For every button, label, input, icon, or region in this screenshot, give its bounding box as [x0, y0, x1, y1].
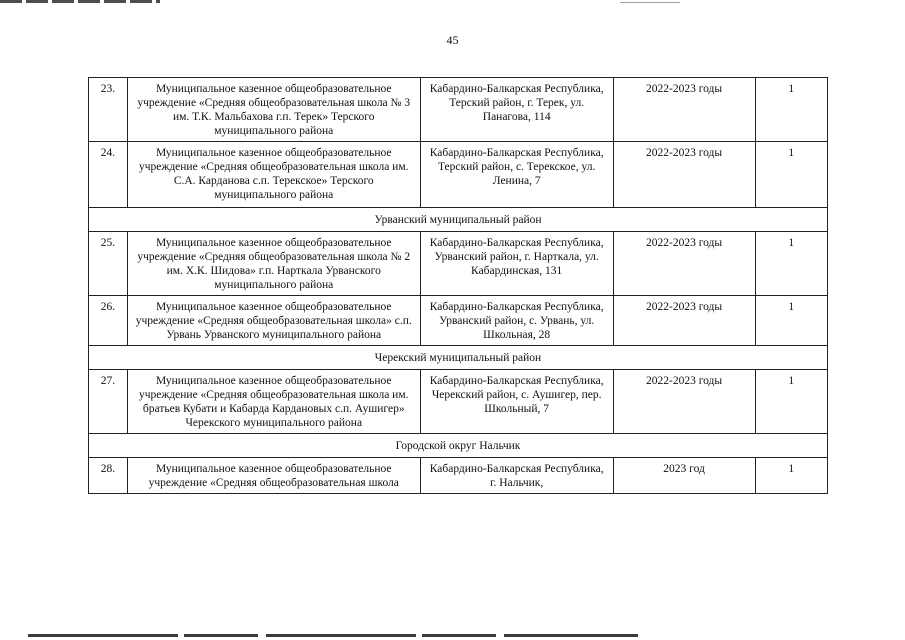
- school-address: Кабардино-Балкарская Республика, Урванский район, с. Урвань, ул. Школьная, 28: [420, 296, 613, 346]
- count: 1: [755, 142, 828, 208]
- school-name: Муниципальное казенное общеобразовательное учреждение «Средняя общеобразовательная школа № 2 им. Х.К. Шидова» г.п. Нарткала Урванского муниципального района: [127, 232, 420, 296]
- school-name: Муниципальное казенное общеобразовательное учреждение «Средняя общеобразовательная школа» с.п. Урвань Урванского муниципального района: [127, 296, 420, 346]
- school-address: Кабардино-Балкарская Республика, Терский район, с. Терекское, ул. Ленина, 7: [420, 142, 613, 208]
- row-number: 25.: [89, 232, 128, 296]
- count: 1: [755, 458, 828, 494]
- count: 1: [755, 232, 828, 296]
- section-title: Черекский муниципальный район: [89, 346, 828, 370]
- period: 2022-2023 годы: [613, 296, 755, 346]
- page-number: 45: [446, 33, 459, 47]
- row-number: 27.: [89, 370, 128, 434]
- table-row: [89, 78, 828, 142]
- school-address: Кабардино-Балкарская Республика, г. Нальчик,: [420, 458, 613, 494]
- scan-artifact-top: [0, 0, 160, 3]
- table-row: [89, 232, 828, 296]
- section-row-urvan: [89, 208, 828, 232]
- school-name: Муниципальное казенное общеобразовательное учреждение «Средняя общеобразовательная школа: [127, 458, 420, 494]
- period: 2022-2023 годы: [613, 142, 755, 208]
- count: 1: [755, 78, 828, 142]
- school-name: Муниципальное казенное общеобразовательное учреждение «Средняя общеобразовательная школа им. братьев Кубати и Кабарда Кардановых с.п. Аушигер» Черекского муниципального района: [127, 370, 420, 434]
- school-name: Муниципальное казенное общеобразовательное учреждение «Средняя общеобразовательная школа № 3 им. Т.К. Мальбахова г.п. Терек» Терского муниципального района: [127, 78, 420, 142]
- period: 2023 год: [613, 458, 755, 494]
- row-number: 28.: [89, 458, 128, 494]
- scan-artifact-top-right: [620, 2, 680, 3]
- row-number: 26.: [89, 296, 128, 346]
- table-row: [89, 370, 828, 434]
- row-number: 23.: [89, 78, 128, 142]
- table-row: [89, 458, 828, 494]
- school-address: Кабардино-Балкарская Республика, Черекский район, с. Аушигер, пер. Школьный, 7: [420, 370, 613, 434]
- section-row-nalchik: [89, 434, 828, 458]
- school-address: Кабардино-Балкарская Республика, Урванский район, г. Нарткала, ул. Кабардинская, 131: [420, 232, 613, 296]
- period: 2022-2023 годы: [613, 78, 755, 142]
- period: 2022-2023 годы: [613, 370, 755, 434]
- section-row-cherek: [89, 346, 828, 370]
- count: 1: [755, 296, 828, 346]
- row-number: 24.: [89, 142, 128, 208]
- period: 2022-2023 годы: [613, 232, 755, 296]
- school-address: Кабардино-Балкарская Республика, Терский район, г. Терек, ул. Панагова, 114: [420, 78, 613, 142]
- section-title: Городской округ Нальчик: [89, 434, 828, 458]
- scan-artifact-bottom: [28, 634, 638, 637]
- section-title: Урванский муниципальный район: [89, 208, 828, 232]
- school-name: Муниципальное казенное общеобразовательное учреждение «Средняя общеобразовательная школа им. С.А. Карданова с.п. Терекское» Терского муниципального района: [127, 142, 420, 208]
- count: 1: [755, 370, 828, 434]
- table-row: [89, 142, 828, 208]
- schools-table: [88, 77, 828, 494]
- table-row: [89, 296, 828, 346]
